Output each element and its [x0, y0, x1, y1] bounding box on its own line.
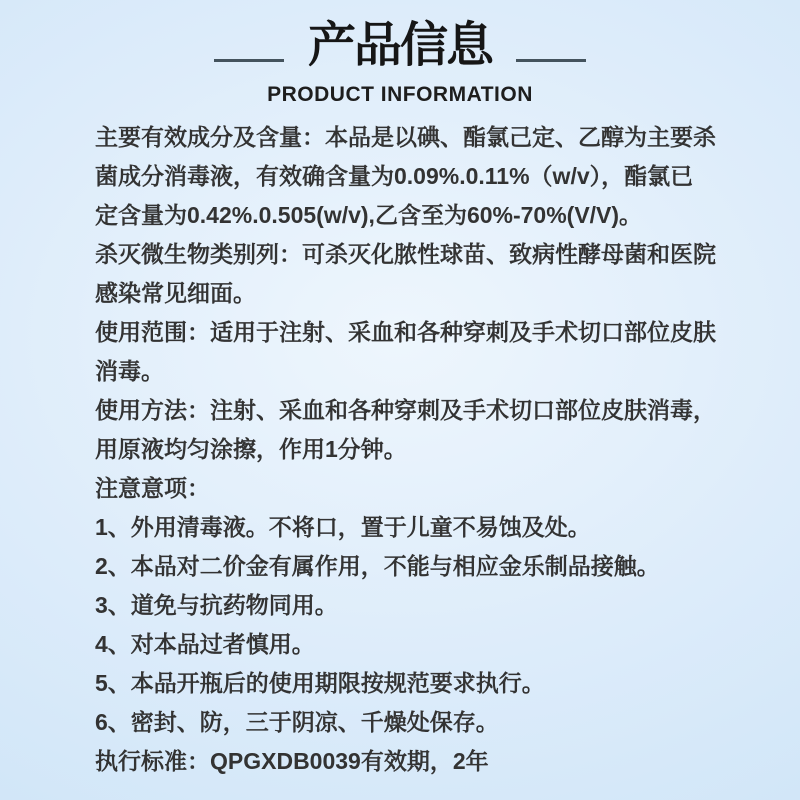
page-subtitle: PRODUCT INFORMATION — [267, 83, 533, 106]
body-text-line: 2、本品对二价金有属作用，不能与相应金乐制品接触。 — [95, 553, 660, 580]
body-text-line: 用原液均匀涂擦，作用1分钟。 — [95, 436, 407, 463]
title-row — [0, 19, 800, 72]
body-text-line: 使用方法：注射、采血和各种穿刺及手术切口部位皮肤消毒， — [95, 397, 716, 424]
body-text-line: 消毒。 — [95, 358, 164, 385]
body-text-line: 4、对本品过者慎用。 — [95, 631, 315, 658]
page-title: 产品信息 — [307, 19, 492, 72]
body-text-line: 菌成分消毒液，有效确含量为0.09%.0.11%（w/v），酯氯已 — [95, 163, 694, 190]
body-text-line: 1、外用清毒液。不将口，置于儿童不易蚀及处。 — [95, 514, 591, 541]
left-divider-line — [214, 59, 284, 62]
body-text-line: 主要有效成分及含量：本品是以碘、酯氯己定、乙醇为主要杀 — [95, 124, 716, 151]
body-text-line: 感染常见细面。 — [95, 280, 256, 307]
product-description — [95, 118, 735, 781]
body-text-line: 6、密封、防，三于阴凉、千燥处保存。 — [95, 709, 499, 736]
body-text-line: 使用范围：适用于注射、采血和各种穿刺及手术切口部位皮肤 — [95, 319, 716, 346]
body-text-line: 杀灭微生物类别列：可杀灭化脓性球苗、致病性酵母菌和医院 — [95, 241, 716, 268]
body-text-line: 定含量为0.42%.0.505(w/v),乙含至为60%-70%(V/V)。 — [95, 202, 643, 229]
body-text-line: 注意意项： — [95, 475, 210, 502]
body-text-line: 5、本品开瓶后的使用期限按规范要求执行。 — [95, 670, 545, 697]
right-divider-line — [516, 59, 586, 62]
section-header — [0, 0, 800, 106]
body-text-line: 3、道免与抗药物同用。 — [95, 592, 338, 619]
body-text-line: 执行标准：QPGXDB0039有效期，2年 — [95, 748, 489, 775]
